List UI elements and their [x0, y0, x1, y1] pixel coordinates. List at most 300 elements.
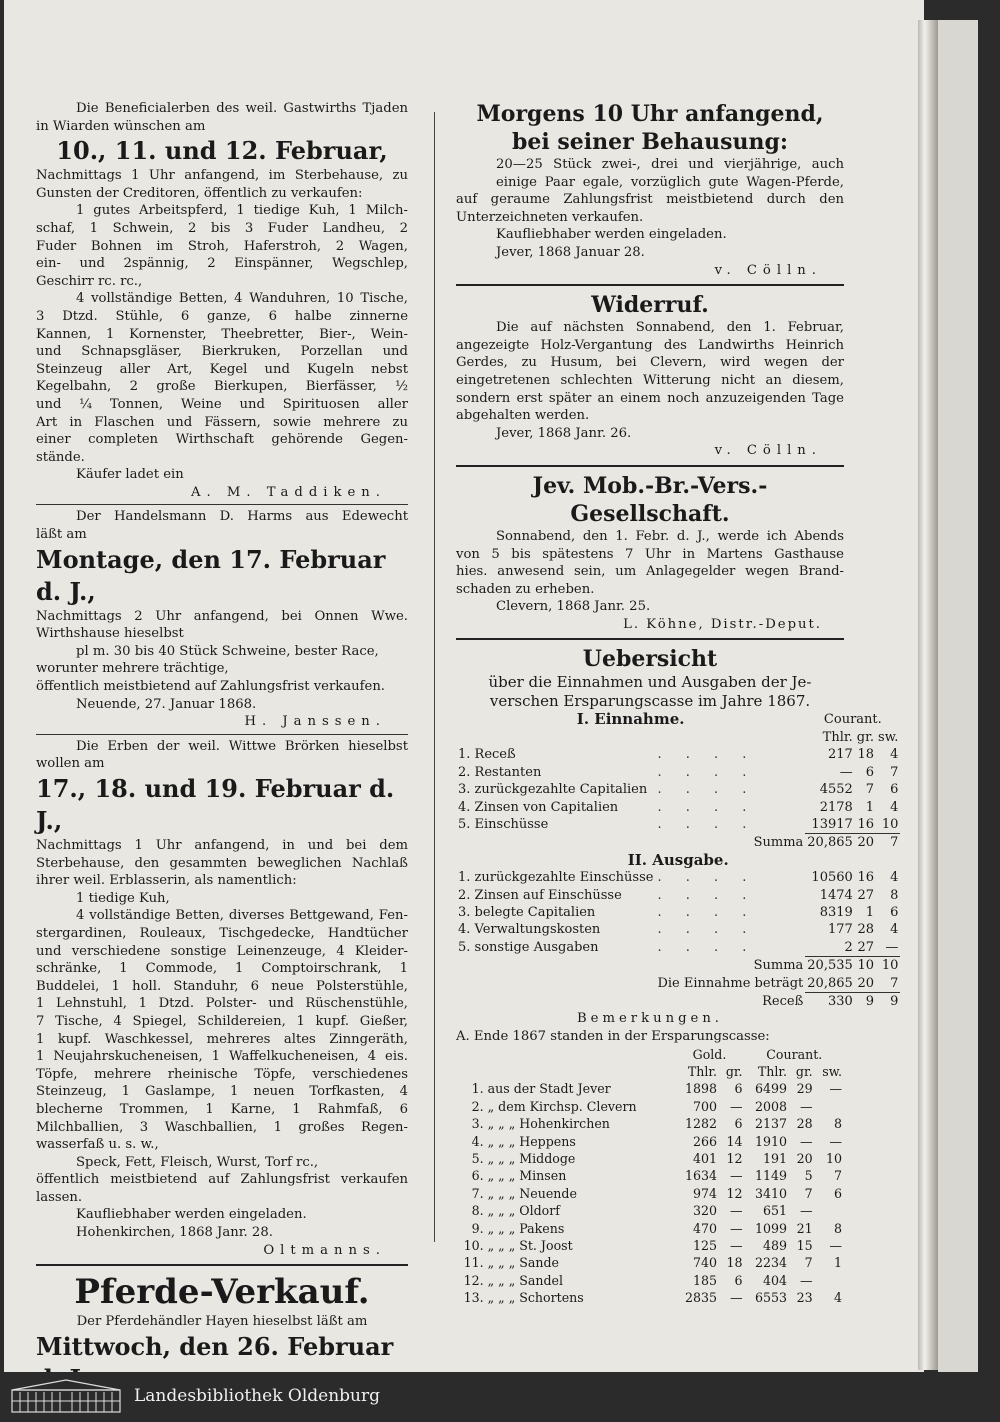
row-label: „ dem Kirchsp. Clevern — [487, 1098, 637, 1114]
left-column — [36, 100, 408, 1395]
ad-date: 17., 18. und 19. Februar d. J., — [36, 774, 395, 835]
ad-tail: öffentlich meistbietend auf Zahlungsfrist verkaufen. — [36, 679, 385, 695]
cell-c2: 28 — [796, 1116, 813, 1132]
col-gr: gr. — [725, 1063, 743, 1079]
ad-item-line: Töpfe, mehrere rheinische Töpfe, verschiedenes — [36, 1066, 408, 1082]
table-row — [456, 1167, 844, 1184]
cell-g2: — — [729, 1238, 743, 1254]
ad-item-line: stände. — [36, 449, 85, 465]
summa-thlr: 20,865 — [807, 835, 853, 851]
cell-sw: 6 — [890, 782, 899, 798]
cell-c3: 8 — [833, 1116, 842, 1132]
cell-thlr: 2 — [844, 939, 853, 955]
cell-c3: — — [829, 1081, 842, 1097]
report-title: Uebersicht — [582, 646, 718, 673]
ad-body-line: Gunsten der Creditoren, öffentlich zu verkaufen: — [36, 185, 363, 201]
ad-body-line: von 5 bis spätestens 7 Uhr in Martens Gasthause — [456, 546, 844, 562]
ad-body-line: Nachmittags 1 Uhr anfangend, in und bei dem — [36, 838, 408, 853]
cell-g1: 401 — [692, 1151, 717, 1166]
separator-rule — [36, 504, 408, 505]
row-number: 1. — [471, 1081, 484, 1097]
cell-c2: 21 — [796, 1220, 813, 1236]
cell-g2: 18 — [726, 1255, 743, 1271]
ad-item-line: Milchballien, 3 Waschballien, 1 großes Regen- — [36, 1119, 408, 1135]
ad-item-line: pl m. 30 bis 40 Stück Schweine, bester Race, — [76, 643, 379, 659]
ad-headline: Morgens 10 Uhr anfangend, — [476, 101, 824, 127]
cell-thlr: — — [839, 764, 853, 780]
row-number: 5. — [471, 1151, 484, 1166]
ad-intro-line: Die Erben der weil. Wittwe Brörken hieselbst — [76, 738, 408, 754]
row-label: 1. zurückgezahlte Einschüsse — [458, 870, 654, 886]
ad-item-line: 4 vollständige Betten, diverses Bettgewand, Fen- — [76, 908, 408, 924]
cell-sw: 4 — [890, 922, 899, 938]
ad-item-line: und ¼ Tonnen, Weine und Spirituosen aller — [36, 396, 408, 412]
cell-g1: 740 — [692, 1255, 717, 1271]
row-number: 2. — [471, 1098, 484, 1114]
einnahme-title: I. Einnahme. — [576, 710, 685, 729]
newspaper-page — [4, 0, 924, 1372]
row-label: „ „ „ Sande — [487, 1255, 560, 1271]
table-row — [456, 887, 900, 904]
cell-g1: 1898 — [684, 1081, 717, 1097]
ad-body-line: Unterzeichneten verkaufen. — [456, 209, 644, 225]
ad-item-line: 1 gutes Arbeitspferd, 1 tiedige Kuh, 1 Milch- — [76, 203, 408, 219]
ad-invite: Kaufliebhaber werden eingeladen. — [76, 1207, 307, 1223]
cell-g2: 12 — [726, 1151, 743, 1166]
einnahme-betraegt-thlr: 20,865 — [807, 975, 853, 991]
ad-body-line: Sonnabend, den 1. Febr. d. J., werde ich Abends — [496, 528, 844, 544]
cell-c3: 6 — [833, 1185, 842, 1201]
ad-place-date: Clevern, 1868 Janr. 25. — [496, 599, 651, 615]
cell-thlr: 10560 — [811, 870, 853, 886]
cell-g2: — — [729, 1098, 743, 1114]
row-number: 13. — [463, 1290, 484, 1306]
ad-body-line: Die auf nächsten Sonnabend, den 1. Februar, — [496, 320, 844, 336]
library-building-icon — [10, 1378, 122, 1414]
ad-body-line: ihrer weil. Erblasserin, als namentlich: — [36, 873, 297, 889]
cell-sw: 6 — [890, 904, 899, 920]
cell-g1: 1634 — [684, 1168, 717, 1184]
uebersicht-report — [456, 645, 899, 1306]
cell-g1: 2835 — [684, 1290, 717, 1306]
ad-tail: lassen. — [36, 1189, 83, 1205]
ad-item-line: stergardinen, Rouleaux, Tischgedecke, Handtücher — [36, 925, 408, 941]
table-row — [456, 1220, 844, 1237]
cell-g2: 12 — [726, 1185, 743, 1201]
row-label: 3. belegte Capitalien — [458, 904, 596, 920]
cell-c2: 7 — [804, 1255, 813, 1271]
cell-g1: 185 — [692, 1272, 717, 1288]
row-number: 11. — [463, 1255, 484, 1271]
cell-sw: 4 — [890, 870, 899, 886]
cell-g2: 6 — [734, 1272, 743, 1288]
report-subtitle: verschen Ersparungscasse im Jahre 1867. — [489, 692, 811, 711]
cell-gr: 7 — [865, 782, 875, 798]
library-name: Landesbibliothek Oldenburg — [134, 1386, 381, 1406]
ad-item-line: schaf, 1 Schwein, 2 bis 3 Fuder Landheu, 2 — [36, 220, 408, 236]
table-row — [456, 1080, 844, 1097]
bemerkungen-a: A. Ende 1867 standen in der Ersparungscasse: — [456, 1028, 770, 1044]
ad-signature: v. Cölln. — [714, 443, 822, 459]
ad-invite: Kaufliebhaber werden eingeladen. — [496, 227, 727, 243]
dot-leader: . . . . — [657, 817, 757, 833]
row-label: „ „ „ Neuende — [487, 1185, 577, 1201]
table-row — [456, 764, 900, 781]
cell-g1: 125 — [692, 1238, 717, 1254]
row-label: aus der Stadt Jever — [487, 1081, 611, 1097]
footer-bar — [0, 1372, 1000, 1422]
cell-gr: 16 — [857, 816, 875, 832]
col-sw: sw. — [822, 1063, 842, 1079]
table-row — [456, 1254, 844, 1271]
ad-item-line: Steinzeug, 1 Gaslampe, 1 neuen Torfkasten, 4 — [36, 1084, 408, 1100]
ad-headline: bei seiner Behausung: — [511, 129, 789, 155]
cell-c1: 2234 — [755, 1255, 788, 1271]
cell-gr: 27 — [857, 887, 875, 903]
table-row — [456, 1098, 844, 1115]
page-edge — [918, 20, 940, 1370]
col-gr: gr. — [856, 729, 875, 745]
ad-signature: A. M. Taddiken. — [190, 484, 386, 500]
cell-c1: 404 — [763, 1272, 788, 1288]
cell-sw: 10 — [881, 816, 899, 832]
table-row — [456, 939, 900, 957]
row-label: „ „ „ Heppens — [487, 1133, 576, 1149]
ad-item-line: ein- und 2spännig, 2 Einspänner, Wegschlep, — [36, 256, 408, 272]
cell-sw: 4 — [890, 799, 899, 815]
cell-thlr: 13917 — [811, 816, 853, 832]
cell-gr: 16 — [857, 870, 875, 886]
ad-signature: H. Janssen. — [244, 714, 386, 730]
ad-item-line: Speck, Fett, Fleisch, Wurst, Torf rc., — [76, 1154, 319, 1170]
cell-c2: 7 — [804, 1185, 813, 1201]
ad-intro-line: wollen am — [36, 756, 105, 772]
cell-c2: 15 — [796, 1238, 813, 1254]
cell-c2: 23 — [796, 1290, 813, 1306]
col-thlr: Thlr. — [757, 1063, 788, 1079]
cell-c1: 6499 — [755, 1081, 788, 1097]
cell-c2: — — [800, 1272, 813, 1288]
ad-intro-line: läßt am — [36, 527, 87, 543]
row-number: 8. — [471, 1203, 484, 1219]
cell-c2: — — [800, 1098, 813, 1114]
cell-c2: 29 — [796, 1081, 813, 1097]
ad-headline: Jev. Mob.-Br.-Vers.-Gesellschaft. — [532, 472, 768, 527]
summa-gr: 20 — [855, 834, 876, 852]
cell-c3: 10 — [825, 1151, 842, 1166]
cell-c3 — [815, 1202, 844, 1219]
cell-c2: — — [800, 1133, 813, 1149]
cell-sw: 8 — [890, 887, 899, 903]
cell-c3 — [815, 1098, 844, 1115]
ad-body-line: Wirthshause hieselbst — [36, 626, 184, 642]
cell-c2: — — [800, 1203, 813, 1219]
einnahme-betraegt-gr: 20 — [857, 975, 875, 991]
ausgabe-title: II. Ausgabe. — [627, 850, 729, 869]
separator-rule — [36, 734, 408, 735]
cell-sw: — — [885, 939, 899, 955]
row-label: 4. Zinsen von Capitalien — [458, 799, 619, 815]
summa-sw: 10 — [876, 957, 900, 975]
ad-item-line: Fuder Bohnen im Stroh, Haferstroh, 2 Wagen, — [36, 238, 408, 254]
table-row — [456, 799, 900, 816]
cell-thlr: 8319 — [819, 904, 853, 920]
row-label: 5. Einschüsse — [458, 817, 549, 833]
ad-signature: v. Cölln. — [714, 262, 822, 278]
dot-leader: . . . . — [657, 887, 757, 903]
cell-gr: 6 — [865, 764, 875, 780]
ad-intro-line: Der Handelsmann D. Harms aus Edewecht — [76, 509, 408, 525]
ad-item-line: Geschirr rc. rc., — [36, 273, 143, 289]
row-label: „ „ „ Middoge — [487, 1151, 576, 1166]
cell-c1: 191 — [763, 1151, 788, 1166]
cell-g1: 266 — [692, 1133, 717, 1149]
row-number: 3. — [471, 1116, 484, 1132]
einnahme-table — [456, 711, 900, 1010]
row-label: „ „ „ Sandel — [487, 1272, 564, 1288]
cell-g2: — — [729, 1203, 743, 1219]
cell-c3 — [815, 1272, 844, 1289]
ad-date: Montage, den 17. Februar d. J., — [36, 544, 386, 606]
ad-headline: Widerruf. — [591, 292, 709, 319]
cell-c1: 1149 — [755, 1168, 788, 1184]
cell-c3: 8 — [833, 1220, 842, 1236]
ad-body-line: einige Paar egale, vorzüglich gute Wagen-Pferde, — [496, 174, 844, 190]
cell-thlr: 4552 — [819, 782, 853, 798]
summa-label: Summa — [753, 835, 804, 851]
ad-body-line: hies. anwesend sein, um Anlagegelder wegen Brand- — [456, 564, 844, 580]
bestand-table — [456, 1046, 844, 1307]
table-row — [456, 921, 900, 938]
table-row — [456, 1272, 844, 1289]
ad-item-line: 1 Neujahrskucheneisen, 1 Waffelkucheneisen, 4 eis. — [36, 1049, 408, 1065]
dot-leader: . . . . — [657, 922, 757, 938]
table-row — [456, 1185, 844, 1202]
separator-rule — [36, 1264, 408, 1266]
ad-harms — [36, 508, 408, 730]
summa-thlr: 20,535 — [807, 958, 853, 974]
cell-c1: 1099 — [755, 1220, 788, 1236]
cell-g1: 470 — [692, 1220, 717, 1236]
ad-intro-line: in Wiarden wünschen am — [36, 118, 206, 134]
dot-leader: . . . . — [657, 782, 757, 798]
cell-g2: 6 — [734, 1081, 743, 1097]
report-subtitle: über die Einnahmen und Ausgaben der Je- — [488, 673, 812, 692]
ad-item-line: Kannen, 1 Kornenster, Theebretter, Bier-, Wein- — [36, 326, 408, 342]
row-label: „ „ „ St. Joost — [487, 1238, 573, 1254]
separator-rule — [456, 465, 844, 467]
ad-widerruf — [456, 291, 844, 460]
row-label: „ „ „ Pakens — [487, 1220, 565, 1236]
cell-c1: 6553 — [755, 1290, 788, 1306]
ad-item-line: 4 vollständige Betten, 4 Wanduhren, 10 Tische, — [76, 291, 408, 307]
ad-headline: Pferde-Verkauf. — [74, 1272, 370, 1313]
right-column — [456, 100, 899, 1307]
einnahme-betraegt-label: Die Einnahme beträgt — [657, 975, 804, 991]
cell-thlr: 217 — [827, 747, 853, 763]
cell-gr: 1 — [865, 904, 875, 920]
recess-label: Receß — [762, 993, 804, 1009]
cell-c1: 2008 — [755, 1098, 788, 1114]
ad-pferde-continued — [456, 100, 844, 279]
col-gr: gr. — [795, 1063, 813, 1079]
row-number: 7. — [471, 1185, 484, 1201]
cell-c3: — — [829, 1133, 842, 1149]
ad-date: Mittwoch, den 26. Februar — [36, 1331, 394, 1361]
cell-g2: — — [729, 1168, 743, 1184]
ad-body-line: schaden zu erheben. — [456, 581, 595, 597]
row-number: 9. — [471, 1220, 484, 1236]
separator-rule — [456, 284, 844, 286]
cell-c2: 5 — [804, 1168, 813, 1184]
ad-item-line: Buddelei, 1 holl. Standuhr, 6 neue Polsterstühle, — [36, 978, 408, 994]
row-label: „ „ „ Hohenkirchen — [487, 1116, 610, 1132]
cell-sw: 7 — [890, 764, 899, 780]
ad-item-line: worunter mehrere trächtige, — [36, 661, 229, 677]
cell-c1: 2137 — [755, 1116, 788, 1132]
row-label: 4. Verwaltungskosten — [458, 922, 601, 938]
cell-c3: 1 — [833, 1255, 842, 1271]
dot-leader: . . . . — [657, 940, 757, 955]
cell-g1: 974 — [692, 1185, 717, 1201]
table-row — [456, 816, 900, 834]
recess-thlr: 330 — [805, 992, 855, 1010]
row-label: „ „ „ Oldorf — [487, 1203, 560, 1219]
ad-item-line: Kegelbahn, 2 große Bierkupen, Bierfässer, ½ — [36, 379, 408, 395]
ad-body-line: Sterbehause, den gesammten beweglichen Nachlaß — [36, 855, 408, 871]
binding-edge — [938, 20, 978, 1372]
ad-item-line: Art in Flaschen und Fässern, sowie mehrere zu — [36, 414, 408, 430]
cell-g1: 700 — [692, 1098, 717, 1114]
ad-body-line: abgehalten werden. — [456, 408, 590, 424]
table-row — [456, 1202, 844, 1219]
ad-body-line: Nachmittags 1 Uhr anfangend, im Sterbehause, zu — [36, 168, 408, 184]
row-label: 5. sonstige Ausgaben — [458, 940, 599, 955]
ad-item-line: 1 kupf. Waschkessel, mehreres altes Zinngeräth, — [36, 1031, 408, 1047]
cell-g1: 320 — [692, 1203, 717, 1219]
ad-item-line: einer completen Wirthschaft gehörende Gegen- — [36, 432, 408, 448]
ad-signature: Oltmanns. — [263, 1242, 386, 1258]
summa-label: Summa — [753, 957, 804, 973]
row-label: 1. Receß — [458, 747, 516, 763]
ad-item-line: 1 Lehnstuhl, 1 Dtzd. Polster- und Rüschenstühle, — [36, 996, 408, 1012]
ad-intro-line: Die Beneficialerben des weil. Gastwirths Tjaden — [76, 101, 408, 116]
ad-place-date: Neuende, 27. Januar 1868. — [76, 696, 257, 712]
ad-item-line: 7 Tische, 4 Spiegel, Schildereien, 1 kupf. Gießer, — [36, 1013, 408, 1029]
courant-header: Courant. — [823, 712, 882, 728]
cell-c1: 651 — [763, 1203, 788, 1219]
table-row — [456, 869, 900, 886]
ad-item-line: Steinzeug aller Art, Kegel und Kugeln nebst — [36, 361, 408, 377]
row-number: 10. — [463, 1238, 484, 1254]
ad-signature: L. Köhne, Distr.-Deput. — [623, 616, 822, 632]
cell-g2: 14 — [726, 1133, 743, 1149]
row-label: „ „ „ Minsen — [487, 1168, 567, 1184]
ad-tjaden — [36, 100, 408, 501]
ad-date: 10., 11. und 12. Februar, — [56, 136, 388, 166]
ad-intro-line: Der Pferdehändler Hayen hieselbst läßt am — [76, 1314, 368, 1330]
bemerkungen-title: Bemerkungen. — [576, 1011, 724, 1027]
ad-place-date: Jever, 1868 Janr. 26. — [496, 425, 632, 441]
ad-item-line: 1 tiedige Kuh, — [76, 890, 170, 906]
cell-c3: 7 — [833, 1168, 842, 1184]
ad-body-line: auf geraume Zahlungsfrist meistbietend durch den — [456, 192, 844, 208]
cell-c1: 1910 — [755, 1133, 788, 1149]
cell-c1: 489 — [763, 1238, 788, 1254]
cell-c3: — — [829, 1238, 842, 1254]
dot-leader: . . . . — [657, 747, 757, 763]
table-row — [456, 781, 900, 798]
cell-g2: 6 — [734, 1116, 743, 1132]
ad-gesellschaft — [456, 472, 844, 634]
row-label: 2. Restanten — [458, 764, 542, 780]
row-label: „ „ „ Schortens — [487, 1290, 584, 1306]
ad-item-line: blecherne Trommen, 1 Karne, 1 Rahmfaß, 6 — [36, 1101, 408, 1117]
ad-item-line: schränke, 1 Commode, 1 Comptoirschrank, 1 — [36, 961, 408, 977]
column-divider — [434, 112, 435, 1242]
separator-rule — [456, 638, 844, 640]
cell-gr: 27 — [857, 939, 875, 955]
ad-body-line: sondern erst später an einem noch anzuzeigenden Tage — [456, 390, 844, 406]
ad-item-line: und verschiedene sonstige Leinenzeuge, 4 Kleider- — [36, 943, 408, 959]
cell-thlr: 1474 — [819, 887, 853, 903]
ad-broerken — [36, 738, 408, 1259]
table-row — [456, 1289, 844, 1306]
cell-c1: 3410 — [755, 1185, 788, 1201]
cell-gr: 28 — [857, 922, 875, 938]
table-row — [456, 1115, 844, 1132]
ad-item-line: und Schnapsgläser, Bierkruken, Porzellan und — [36, 344, 408, 360]
dot-leader: . . . . — [657, 799, 757, 815]
ad-item-line: wasserfaß u. s. w., — [36, 1137, 159, 1153]
cell-gr: 18 — [857, 747, 875, 763]
table-row — [456, 1133, 844, 1150]
col-thlr: Thlr. — [687, 1063, 717, 1079]
dot-leader: . . . . — [657, 904, 757, 920]
row-number: 4. — [471, 1133, 484, 1149]
recess-sw: 9 — [876, 992, 900, 1010]
einnahme-betraegt-sw: 7 — [890, 975, 899, 991]
ad-closing: Käufer ladet ein — [76, 467, 184, 483]
row-number: 6. — [471, 1168, 484, 1184]
courant-header: Courant. — [766, 1046, 823, 1062]
ad-item-line: 3 Dtzd. Stühle, 6 ganze, 6 halbe zinnerne — [36, 308, 408, 324]
recess-gr: 9 — [855, 992, 876, 1010]
row-number: 12. — [463, 1272, 484, 1288]
ad-body-line: Gerdes, zu Husum, bei Clevern, wird wegen der — [456, 355, 844, 371]
ad-body-line: eingetretenen schlechten Witterung nicht an diesem, — [456, 372, 844, 388]
ad-place-date: Hohenkirchen, 1868 Janr. 28. — [76, 1225, 273, 1241]
table-row — [456, 1150, 844, 1167]
ad-body-line: 20—25 Stück zwei-, drei und vierjährige, auch — [496, 157, 844, 172]
row-label: 3. zurückgezahlte Capitalien — [458, 782, 648, 798]
summa-sw: 7 — [876, 834, 900, 852]
ad-tail: öffentlich meistbietend auf Zahlungsfrist verkaufen — [36, 1172, 408, 1188]
gold-header: Gold. — [692, 1046, 727, 1062]
cell-thlr: 2178 — [819, 799, 853, 815]
col-sw: sw. — [878, 729, 899, 745]
cell-c2: 20 — [796, 1151, 813, 1166]
table-row — [456, 746, 900, 763]
ad-body-line: Nachmittags 2 Uhr anfangend, bei Onnen Wwe. — [36, 608, 408, 624]
cell-g2: — — [729, 1220, 743, 1236]
ad-body-line: angezeigte Holz-Vergantung des Landwirths Heinrich — [456, 337, 844, 353]
summa-gr: 10 — [855, 957, 876, 975]
col-thlr: Thlr. — [822, 729, 853, 745]
row-label: 2. Zinsen auf Einschüsse — [458, 887, 622, 903]
ad-place-date: Jever, 1868 Januar 28. — [496, 244, 645, 260]
table-row — [456, 1237, 844, 1254]
